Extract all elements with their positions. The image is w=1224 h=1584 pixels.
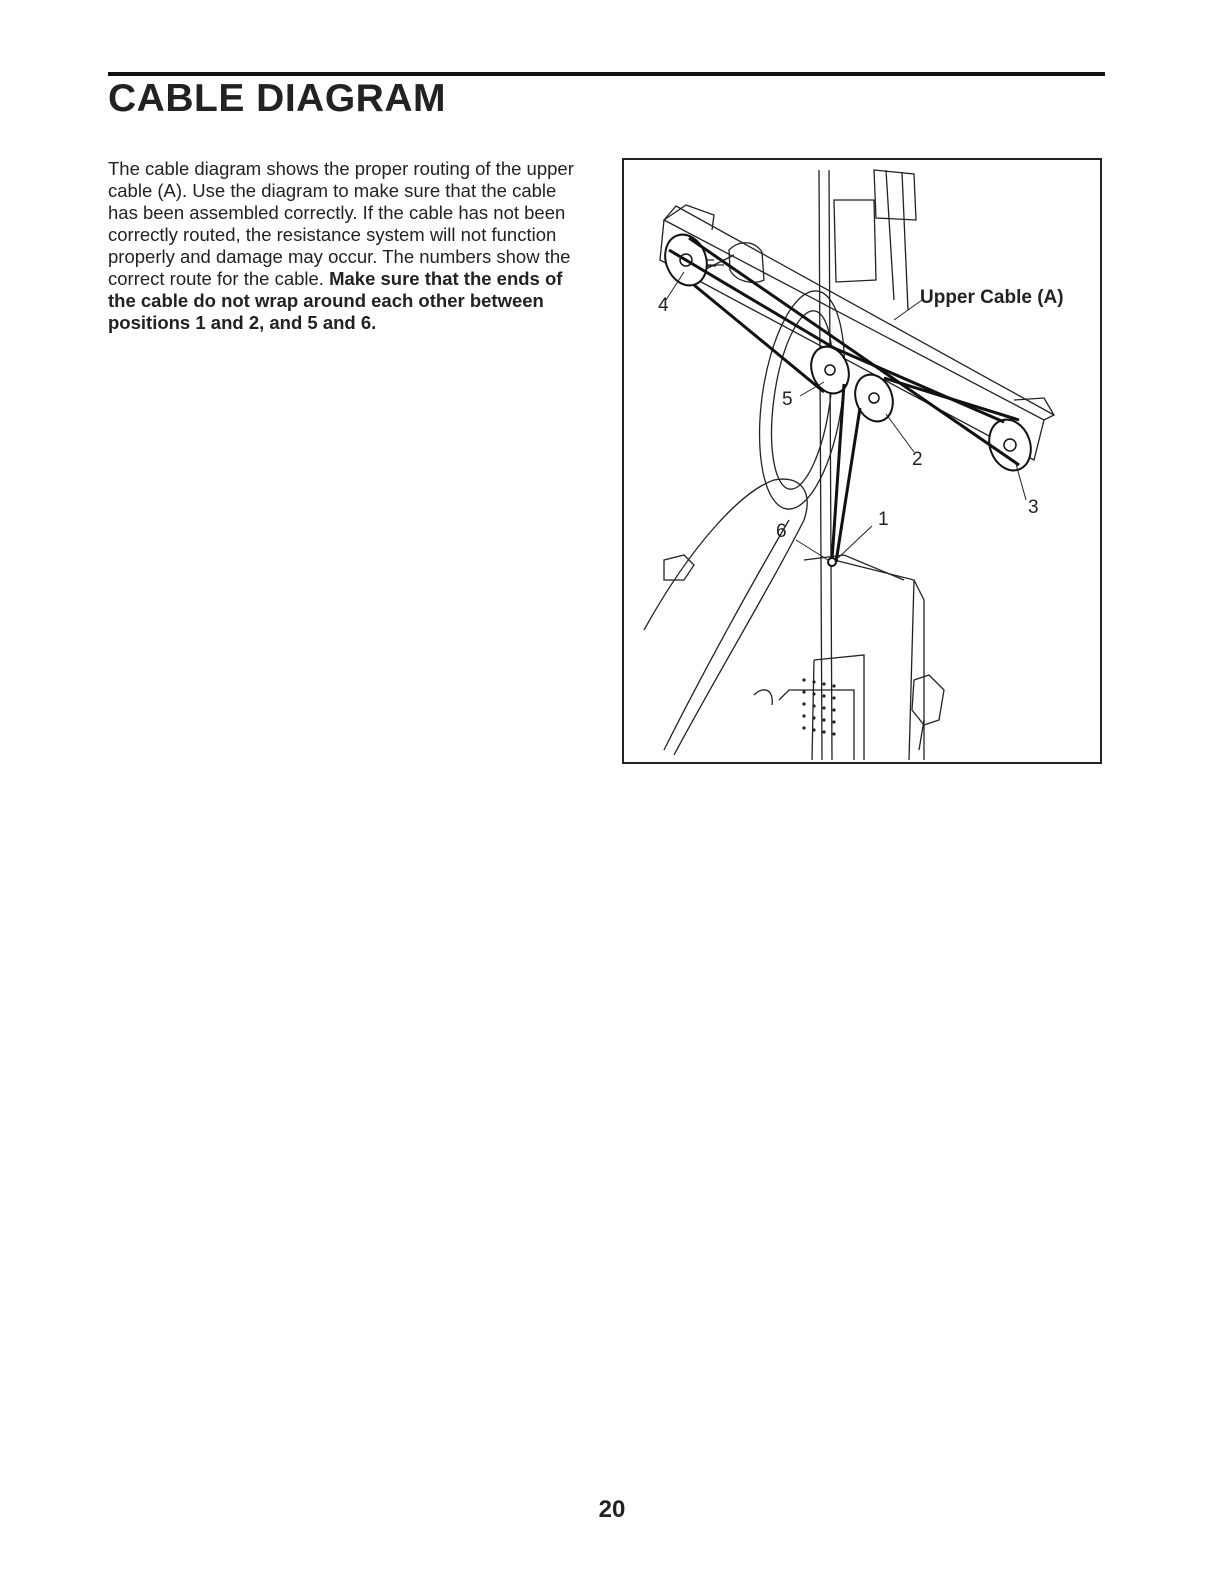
intro-regular-text: The cable diagram shows the proper routing of the upper cable (A). Use the diagram to make sure that the cable has been assembled correctly. If the cable has not been correctly routed, the resistance system will not function properly and damage may occur. The numbers show the correct route for the cable. bbox=[108, 158, 574, 289]
cable-diagram-drawing bbox=[624, 160, 1100, 762]
position-label-6: 6 bbox=[776, 521, 787, 542]
upper-cable-label: Upper Cable (A) bbox=[920, 287, 1064, 308]
position-label-3: 3 bbox=[1028, 497, 1039, 518]
position-label-2: 2 bbox=[912, 449, 923, 470]
page-number: 20 bbox=[598, 1496, 626, 1523]
cable-diagram-figure bbox=[622, 158, 1102, 764]
intro-paragraph bbox=[108, 158, 590, 334]
intro-warning-text: Make sure that the ends of the cable do not wrap around each other between positions 1 and 2, and 5 and 6. bbox=[108, 268, 563, 333]
page-title: CABLE DIAGRAM bbox=[108, 77, 446, 120]
position-label-1: 1 bbox=[878, 509, 889, 530]
position-label-5: 5 bbox=[782, 389, 793, 410]
position-label-4: 4 bbox=[658, 295, 669, 316]
